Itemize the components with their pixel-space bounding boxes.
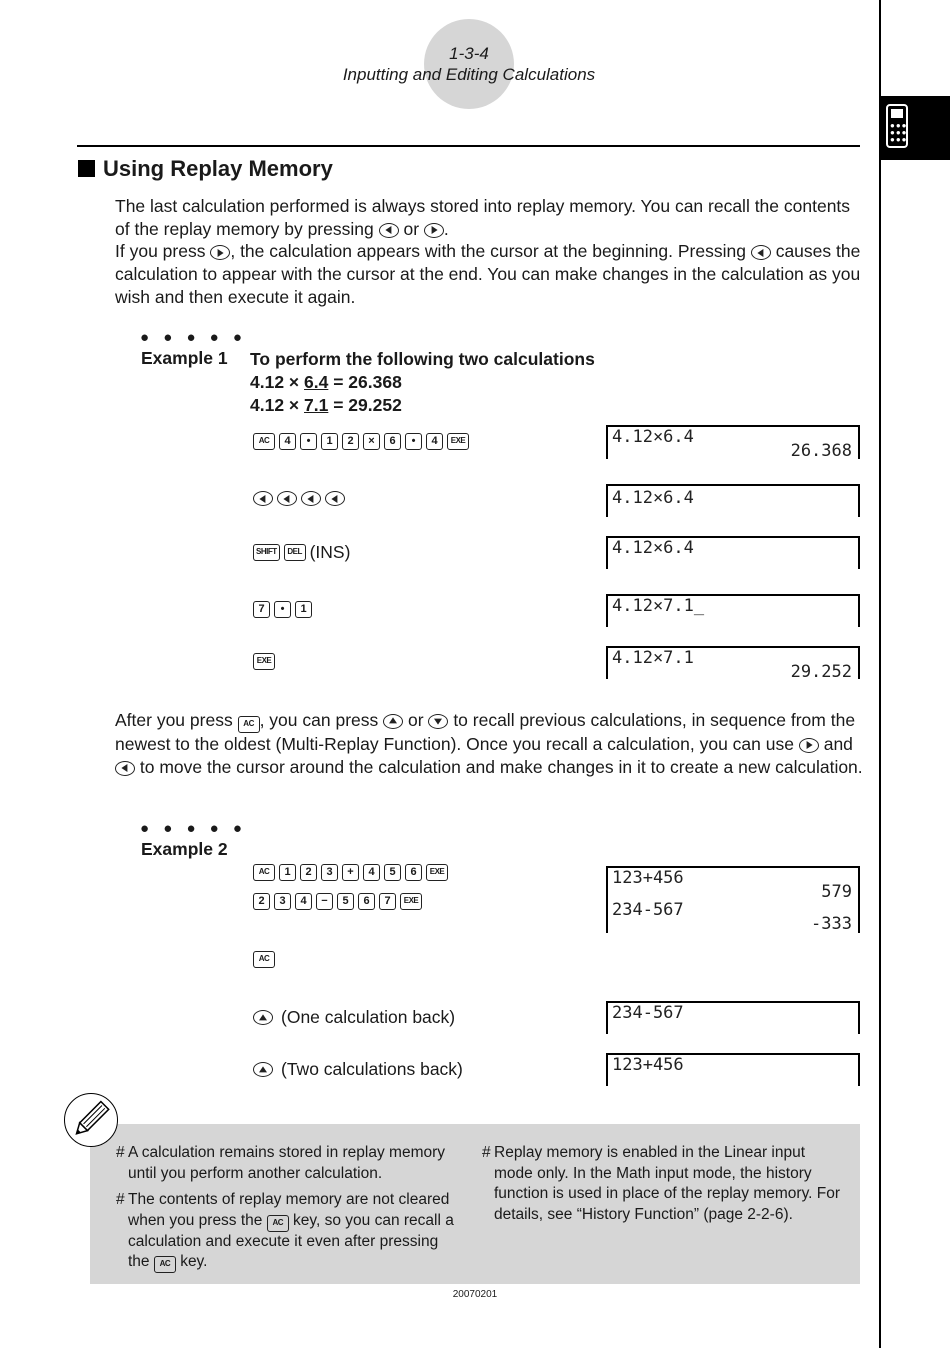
right-arrow-key-icon [799, 738, 819, 753]
key-1: 1 [321, 433, 338, 450]
left-arrow-key-icon [301, 491, 321, 506]
key-4: 4 [295, 893, 312, 910]
note-1: # A calculation remains stored in replay memory until you perform another calculation. [116, 1144, 446, 1182]
key-4: 4 [279, 433, 296, 450]
screen-result: 579 [821, 882, 852, 902]
key-minus: − [316, 893, 333, 910]
screen-expression: 234-567 [612, 900, 684, 920]
left-arrow-key-icon [751, 245, 771, 260]
ac-key: AC [154, 1256, 176, 1273]
example-2-label: Example 2 [141, 839, 228, 859]
calculator-screen [606, 594, 860, 627]
key-4: 4 [426, 433, 443, 450]
shift-key: SHIFT [253, 544, 280, 561]
key-sequence-3 [253, 542, 350, 563]
key-multiply: × [363, 433, 380, 450]
key-3: 3 [274, 893, 291, 910]
step-label: (Two calculations back) [281, 1059, 463, 1079]
note-3: # Replay memory is enabled in the Linear input mode only. In the Math input mode, the history function is used in place of the replay memory. For details, see “History Function” (page 2-2-6). [482, 1144, 841, 1223]
left-arrow-key-icon [379, 223, 399, 238]
example-dots: ● ● ● ● ● [140, 329, 247, 346]
down-arrow-key-icon [428, 714, 448, 729]
key-1: 1 [295, 601, 312, 618]
calculator-screen [606, 536, 860, 569]
calculator-screen [606, 646, 860, 682]
right-arrow-key-icon [210, 245, 230, 260]
key-decimal: • [300, 433, 317, 450]
note-2: # The contents of replay memory are not cleared when you press the AC key, so you can recall a calculation and execute it even after pressing the AC key. [116, 1190, 461, 1273]
multi-replay-paragraph: After you press AC , you can press or to recall previous calculations, in sequence from the newest to the oldest (Multi-Replay Function). Once you recall a calculation, you can use and to move the cursor around the calculation and make changes in it to create a new calculation. [115, 710, 863, 777]
left-arrow-key-icon [115, 761, 135, 776]
screen-expression: 4.12×7.1_ [612, 596, 705, 616]
intro-paragraph: The last calculation performed is always stored into replay memory. You can recall the contents of the replay memory by pressing or . If you press , the calculation appears with the cursor at the beginning. Pressing causes the calculation to appear with the cursor at the end. You can make changes in the calculation as you wish and then execute it again. [115, 196, 861, 307]
ac-key: AC [253, 951, 275, 968]
example-1-label: Example 1 [141, 348, 228, 368]
pencil-icon [64, 1093, 118, 1147]
footer-code: 20070201 [452, 1289, 498, 1300]
ins-label: (INS) [309, 542, 351, 562]
left-arrow-key-icon [277, 491, 297, 506]
screen-expression: 123+456 [612, 868, 684, 888]
screen-expression: 4.12×6.4 [612, 427, 694, 447]
key-5: 5 [337, 893, 354, 910]
calculator-icon: ●●● ●●● ●●● [886, 104, 908, 148]
key-7: 7 [253, 601, 270, 618]
calculator-screen [606, 425, 860, 459]
calculator-screen [606, 484, 860, 517]
screen-result: -333 [811, 914, 852, 934]
up-arrow-key-icon [383, 714, 403, 729]
ac-key: AC [253, 433, 275, 450]
page-number: 1-3-4 [449, 44, 489, 63]
key-sequence-4 [253, 601, 312, 618]
screen-result: 26.368 [790, 441, 852, 461]
calculator-screen [606, 1053, 860, 1086]
screen-expression: 4.12×6.4 [612, 488, 694, 508]
exe-key: EXE [400, 893, 422, 910]
key-1: 1 [279, 864, 296, 881]
screen-expression: 4.12×6.4 [612, 538, 694, 558]
screen-expression: 123+456 [612, 1055, 684, 1075]
screen-result: 29.252 [790, 662, 852, 682]
key-sequence-ex2-3 [253, 951, 275, 968]
del-key: DEL [284, 544, 306, 561]
section-heading: Using Replay Memory [78, 156, 333, 182]
key-2: 2 [342, 433, 359, 450]
key-sequence-2 [253, 491, 345, 506]
key-4: 4 [363, 864, 380, 881]
key-6: 6 [358, 893, 375, 910]
key-6: 6 [405, 864, 422, 881]
top-divider [77, 145, 860, 147]
exe-key: EXE [426, 864, 448, 881]
key-7: 7 [379, 893, 396, 910]
left-arrow-key-icon [325, 491, 345, 506]
key-sequence-ex2-4 [253, 1007, 455, 1028]
key-5: 5 [384, 864, 401, 881]
page-number-badge [424, 19, 514, 109]
left-arrow-key-icon [253, 491, 273, 506]
up-arrow-key-icon [253, 1010, 273, 1025]
exe-key: EXE [447, 433, 469, 450]
key-sequence-ex2-1 [253, 864, 448, 881]
margin-rule [879, 0, 881, 1348]
key-sequence-5 [253, 653, 275, 670]
screen-expression: 4.12×7.1 [612, 648, 694, 668]
chapter-title: Inputting and Editing Calculations [342, 65, 596, 84]
key-2: 2 [253, 893, 270, 910]
square-bullet-icon [78, 160, 95, 177]
ac-key: AC [253, 864, 275, 881]
up-arrow-key-icon [253, 1062, 273, 1077]
ac-key: AC [238, 716, 260, 733]
key-2: 2 [300, 864, 317, 881]
key-decimal: • [274, 601, 291, 618]
exe-key: EXE [253, 653, 275, 670]
calculator-screen [606, 1001, 860, 1034]
key-3: 3 [321, 864, 338, 881]
key-sequence-ex2-5 [253, 1059, 463, 1080]
calculator-screen [606, 866, 860, 933]
ac-key: AC [267, 1215, 289, 1232]
screen-expression: 234-567 [612, 1003, 684, 1023]
key-6: 6 [384, 433, 401, 450]
key-decimal: • [405, 433, 422, 450]
right-arrow-key-icon [424, 223, 444, 238]
key-plus: + [342, 864, 359, 881]
key-sequence-1 [253, 433, 469, 450]
example-dots: ● ● ● ● ● [140, 820, 247, 837]
step-label: (One calculation back) [281, 1007, 456, 1027]
key-sequence-ex2-2 [253, 893, 422, 910]
example-1-description: To perform the following two calculations 4.12 × 6.4 = 26.368 4.12 × 7.1 = 29.252 [250, 349, 595, 415]
